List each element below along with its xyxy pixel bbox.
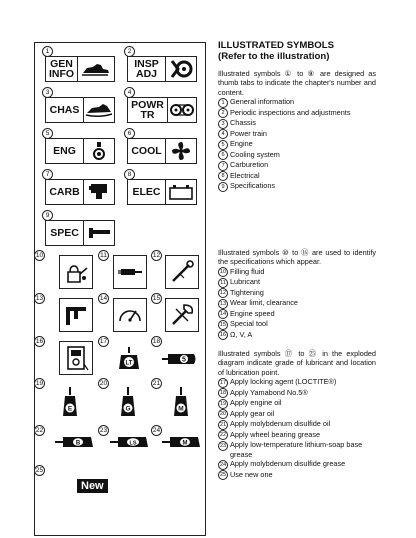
item-text: Engine speed [230, 308, 275, 318]
item-number: 14 [219, 311, 227, 318]
multimeter-icon [62, 344, 90, 372]
symbol-number: 19 [35, 380, 44, 387]
b-label: B [75, 440, 81, 447]
symbol-number: 18 [152, 338, 161, 345]
item-text: Filling fluid [230, 266, 265, 276]
molybdenum-oil-symbol [172, 386, 190, 423]
pulley-belt-icon [168, 98, 196, 122]
wear-limit-symbol [59, 298, 93, 332]
molybdenum-grease-symbol [161, 435, 201, 454]
snowmobile-icon [78, 57, 114, 81]
item-number: 2 [218, 108, 228, 118]
symbol-number: 11 [98, 250, 109, 261]
wrench-gauge-icon [166, 57, 196, 81]
item-text: Apply low-temperature lithium-soap base grease [230, 440, 363, 459]
mg-label: M [182, 440, 188, 447]
section-title: ILLUSTRATED SYMBOLS [218, 40, 335, 51]
spark-plug-icon [84, 139, 114, 163]
list-item [218, 108, 376, 119]
symbol-number: 10 [35, 252, 44, 259]
thumb-tab-eng [45, 138, 115, 164]
item-number: 15 [219, 321, 227, 328]
symbol-number: 25 [35, 467, 44, 474]
thumb-tab-elec [127, 179, 197, 205]
engine-oil-symbol [61, 386, 79, 423]
tab-label-eng: ENG [46, 139, 84, 163]
list-item [218, 419, 376, 430]
item-number: 8 [218, 171, 228, 181]
use-new-one-badge: New [77, 479, 108, 493]
list-item [218, 459, 376, 470]
item-number: 20 [219, 411, 227, 418]
item-number: 7 [218, 161, 228, 171]
item-number: 5 [218, 140, 228, 150]
item-text: Carburetion [230, 160, 269, 170]
list-item [218, 171, 376, 182]
symbol-number: 14 [99, 295, 108, 302]
list-item [218, 309, 376, 320]
item-number: 9 [218, 182, 228, 192]
symbol-number: 23 [99, 427, 108, 434]
list-item [218, 139, 376, 150]
list-item [218, 298, 376, 309]
item-text: Ω, V, A [230, 329, 253, 339]
list-item [218, 150, 376, 161]
intro-paragraph-2: Illustrated symbols ⑩ to ⑯ are used to identify the specifications which appear. [218, 247, 376, 267]
item-text: Apply locking agent (LOCTITE®) [230, 377, 337, 387]
thumb-tab-insp-adj [127, 56, 197, 82]
item-text: Apply molybdenum disulfide grease [230, 459, 346, 469]
item-number: 4 [218, 129, 228, 139]
symbol-number: 4 [124, 87, 135, 98]
tab-label-adj: ADJ [135, 68, 157, 80]
thumb-tab-gen-info [45, 56, 115, 82]
symbol-number: 12 [152, 252, 161, 259]
item-text: Apply engine oil [230, 398, 282, 408]
list-item [218, 118, 376, 129]
item-number: 1 [218, 98, 228, 108]
symbol-number: 16 [35, 338, 44, 345]
symbol-number: 9 [42, 210, 53, 221]
thumb-tab-cool [127, 138, 197, 164]
item-number: 19 [219, 400, 227, 407]
thumb-tab-powr-tr [127, 97, 197, 123]
tab-label-insp: INSP [134, 58, 159, 70]
symbol-number: 21 [152, 380, 161, 387]
list-item [218, 160, 376, 171]
item-text: General information [230, 97, 295, 107]
item-text: Special tool [230, 319, 268, 329]
carburetor-icon [84, 180, 114, 204]
lubricant-symbol [113, 255, 147, 289]
grease-gun-icon [116, 258, 144, 286]
symbol-number: 8 [124, 169, 135, 180]
item-number: 6 [218, 150, 228, 160]
thumb-tab-spec [45, 220, 115, 246]
tab-label-chas: CHAS [46, 98, 84, 122]
gear-oil-symbol [119, 386, 137, 423]
item-number: 24 [219, 461, 227, 468]
item-number: 16 [219, 332, 227, 339]
torque-wrench-icon [168, 258, 196, 286]
item-number: 10 [219, 269, 227, 276]
locking-agent-symbol [118, 346, 140, 377]
special-tool-symbol [165, 298, 199, 332]
symbol-number: 22 [35, 427, 44, 434]
item-number: 23 [219, 442, 227, 449]
item-text: Periodic inspections and adjustments [230, 107, 351, 117]
item-text: Apply gear oil [230, 408, 275, 418]
item-number: 22 [219, 432, 227, 439]
symbol-number: 5 [42, 128, 53, 139]
snowmobile-chassis-icon [84, 98, 114, 122]
lithium-soap-grease-symbol [109, 435, 149, 454]
symbol-number: 3 [42, 87, 53, 98]
list-item [218, 470, 376, 481]
item-text: Tightening [230, 287, 264, 297]
chapter-symbol-list [218, 97, 376, 192]
symbol-number: 1 [42, 46, 53, 57]
tab-label-carb: CARB [46, 180, 84, 204]
text-column [218, 40, 376, 480]
symbol-number: 13 [35, 295, 44, 302]
multimeter-symbol [59, 341, 93, 375]
item-number: 12 [219, 290, 227, 297]
tab-label-info: INFO [48, 68, 75, 80]
symbol-number: 17 [99, 338, 108, 345]
item-number: 13 [219, 300, 227, 307]
item-text: Apply wheel bearing grease [230, 429, 321, 439]
item-text: Wear limit, clearance [230, 298, 298, 308]
symbol-number: 2 [124, 46, 135, 57]
g-label: G [125, 405, 131, 413]
item-text: Specifications [230, 181, 276, 191]
special-tool-icon [168, 301, 196, 329]
list-item [218, 129, 376, 140]
tab-label-cool: COOL [128, 139, 166, 163]
tab-label-elec: ELEC [128, 180, 166, 204]
item-number: 3 [218, 119, 228, 129]
list-item [218, 430, 376, 441]
item-text: Chassis [230, 118, 256, 128]
yamabond-5-label: 5 [182, 356, 186, 364]
item-number: 18 [219, 390, 227, 397]
symbol-number: 20 [99, 380, 108, 387]
lt-label: LT [125, 360, 133, 367]
section-subtitle: (Refer to the illustration) [218, 51, 330, 62]
fan-icon [166, 139, 196, 163]
tab-label-spec: SPEC [46, 221, 84, 245]
list-item [218, 440, 376, 459]
intro-paragraph-1: Illustrated symbols ① to ⑨ are designed as thumb tabs to indicate the chapter's number and content. [218, 69, 376, 97]
tightening-symbol [165, 255, 199, 289]
engine-speed-symbol [113, 298, 147, 332]
item-text: Apply Yamabond No.5® [230, 387, 308, 397]
intro-paragraph-3: Illustrated symbols ⑰ to ㉕ in the exploded diagram indicate grade of lubricant and location of lubrication point. [218, 349, 376, 377]
list-item [218, 388, 376, 399]
symbol-number: 15 [152, 295, 161, 302]
m-label: M [178, 405, 184, 413]
item-text: Electrical [230, 170, 260, 180]
wheel-bearing-grease-symbol [54, 435, 94, 454]
list-item [218, 277, 376, 288]
list-item [218, 97, 376, 108]
item-text: Engine [230, 139, 253, 149]
list-item [218, 377, 376, 388]
tab-label-powr: POWR [131, 99, 164, 111]
lubricant-symbol-list [218, 377, 376, 480]
yamabond-symbol [160, 351, 198, 372]
ls-label: LS [129, 440, 137, 447]
symbol-number: 7 [42, 169, 53, 180]
list-item [218, 267, 376, 278]
caliper-icon [84, 221, 114, 245]
symbol-number: 24 [152, 427, 161, 434]
item-text: Use new one [230, 469, 273, 479]
tachometer-icon [116, 301, 144, 329]
item-text: Cooling system [230, 149, 280, 159]
tab-label-gen: GEN [50, 58, 73, 70]
list-item [218, 181, 376, 192]
e-label: E [67, 405, 73, 413]
item-number: 21 [219, 421, 227, 428]
filling-fluid-symbol [59, 255, 93, 289]
thumb-tab-carb [45, 179, 115, 205]
battery-icon [166, 180, 196, 204]
oil-can-icon [62, 258, 90, 286]
thumb-tab-chas [45, 97, 115, 123]
spec-symbol-list [218, 267, 376, 341]
list-item [218, 330, 376, 341]
list-item [218, 319, 376, 330]
vernier-caliper-icon [62, 301, 90, 329]
list-item [218, 398, 376, 409]
item-text: Lubricant [230, 277, 261, 287]
item-number: 25 [219, 472, 227, 479]
item-number: 17 [219, 379, 227, 386]
list-item [218, 288, 376, 299]
list-item [218, 409, 376, 420]
tab-label-tr: TR [140, 109, 155, 121]
symbol-number: 6 [124, 128, 135, 139]
item-text: Power train [230, 128, 267, 138]
symbols-panel [34, 42, 206, 536]
item-text: Apply molybdenum disulfide oil [230, 419, 331, 429]
item-number: 11 [218, 278, 228, 288]
